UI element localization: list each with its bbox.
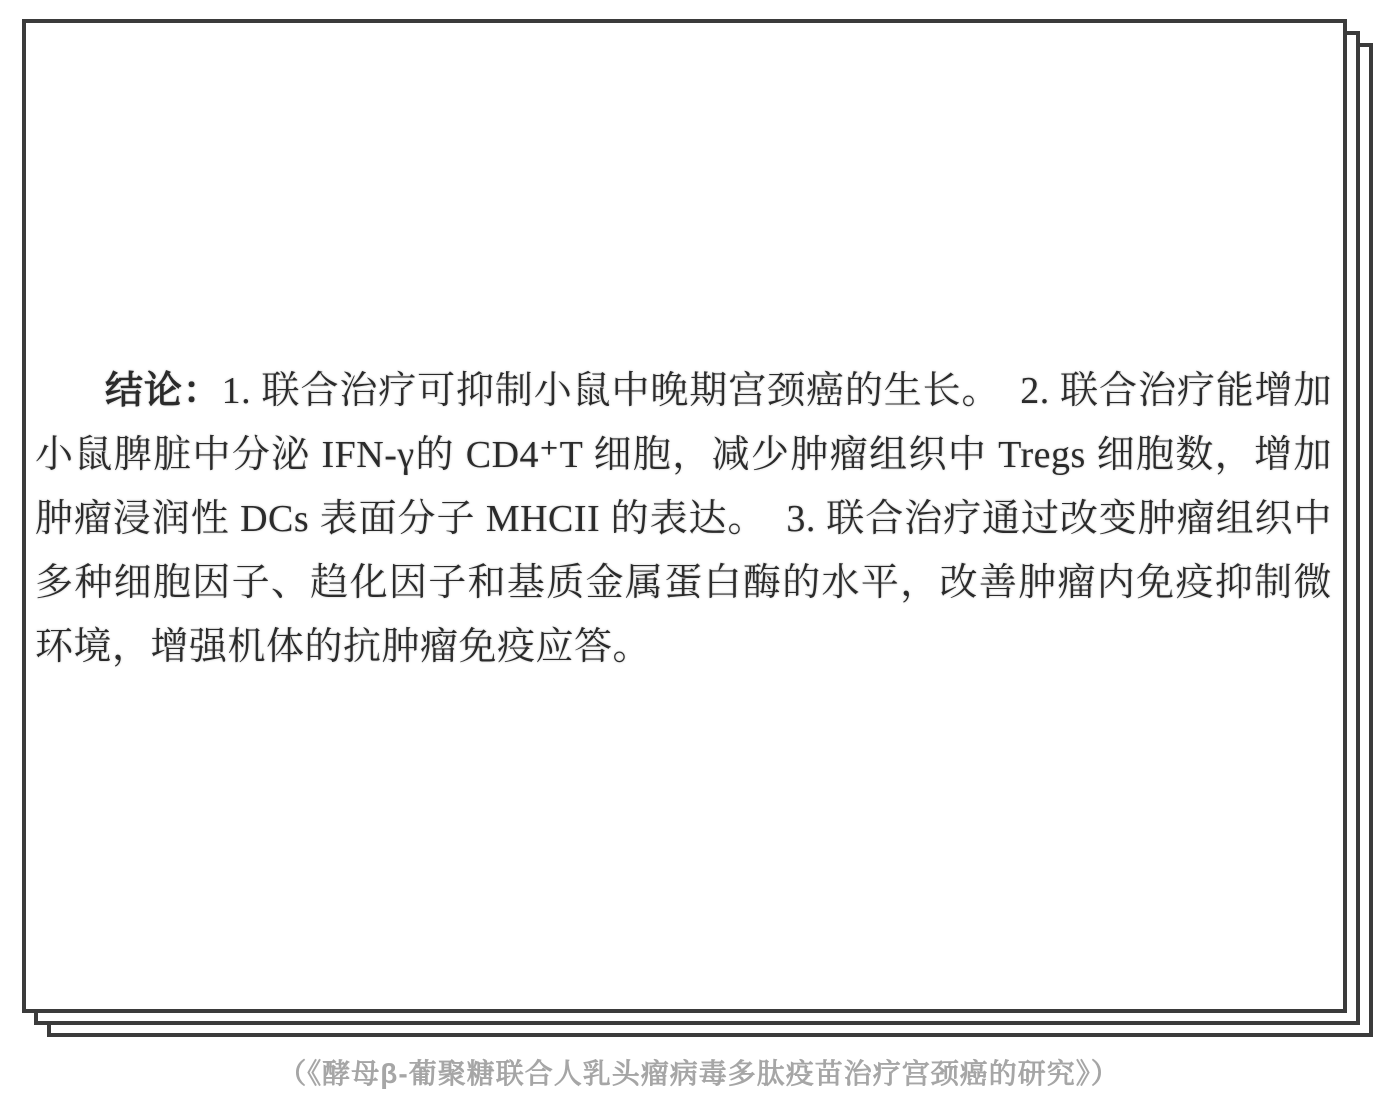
document-page [22,19,1347,1013]
source-caption: （《酵母β-葡聚糖联合人乳头瘤病毒多肽疫苗治疗宫颈癌的研究》） [278,1058,1120,1089]
conclusion-body-text: 1. 联合治疗可抑制小鼠中晚期宫颈癌的生长。 2. 联合治疗能增加小鼠脾脏中分泌 IFN-γ的 CD4⁺T 细胞，减少肿瘤组织中 Tregs 细胞数，增加肿瘤浸润性 DCs 表面分子 MHCII 的表达。 3. 联合治疗通过改变肿瘤组织中多种细胞因子、趋化因子和基质金属蛋白酶的水平，改善肿瘤内免疫抑制微环境，增强机体的抗肿瘤免疫应答。 [35,370,1332,668]
conclusion-paragraph [26,23,1343,679]
conclusion-heading-label: 结论： [105,370,222,412]
